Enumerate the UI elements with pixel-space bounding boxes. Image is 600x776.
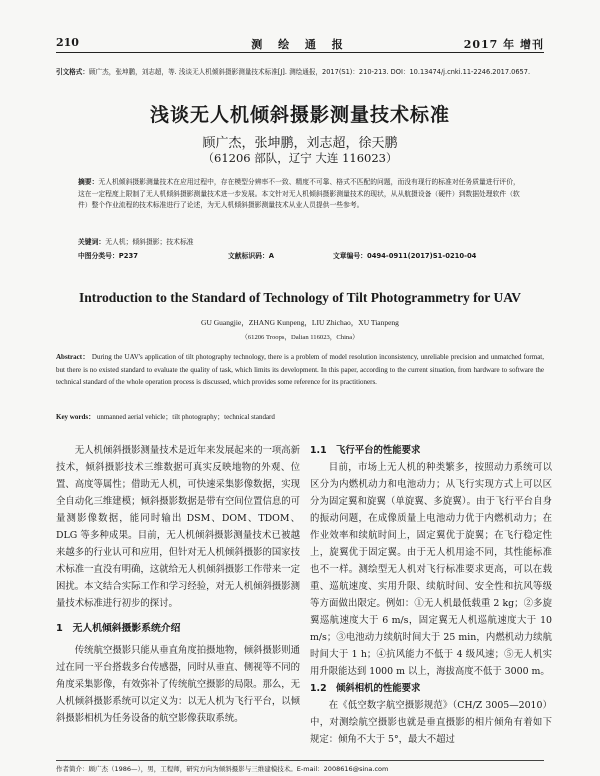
section-1-1-paragraph: 目前，市场上无人机的种类繁多，按照动力系统可以区分为内燃机动力和电池动力；从飞行实现方式上可以区分为固定翼和旋翼（单旋翼、多旋翼）。由于飞行平台自身的振动问题，在成像质量上电池动力优于内燃机动力；在作业效率和续航时间上，固定翼优于旋翼；在飞行稳定性上，旋翼优于固定翼。由于无人机用途不同，其性能标准也不一样。测绘型无人机对飞行标准要求更高，可以在载重、巡航速度、实用升限、续航时间、安全性和抗风等级等方面做出限定。例如：①无人机最低载重 2 kg；②多旋翼巡航速度大于 6 m/s，固定翼无人机巡航速度大于 10 m/s；③电池动力续航时间大于 25 min，内燃机动力续航时间大于 1 h；④抗风能力不低于 4 级风速；⑤无人机实用升限能达到 1000 m 以上，海拔高度不低于 3000 m。: [310, 462, 552, 677]
affiliation-chinese: （61206 部队，辽宁 大连 116023）: [202, 151, 398, 165]
keywords-english: [56, 412, 275, 422]
title-english: Introduction to the Standard of Technology of Tilt Photogrammetry for UAV: [78, 290, 522, 305]
keywords-cn-label: 关键词：: [78, 238, 106, 246]
abstract-cn-text: 无人机倾斜摄影测量技术在应用过程中，存在模型分辨率不一致、精度不可靠、格式不匹配的问题，而没有现行的标准对任务质量进行评价，这在一定程度上限制了无人机倾斜摄影测量技术进一步发展。本文针对无人机倾斜摄影测量技术的现状，从从航摄设备（硬件）到数据处理软件（软件）整个作业流程的技术标准进行了论述，为无人机倾斜摄影测量技术从业人员提供一些参考。: [78, 178, 520, 209]
title-chinese: 浅谈无人机倾斜摄影测量技术标准: [149, 104, 450, 126]
keywords-chinese: [78, 236, 194, 246]
abstract-en-label: Abstract：: [56, 353, 90, 361]
journal-name: 测 绘 通 报: [251, 38, 349, 51]
abstract-cn-label: 摘要：: [78, 178, 99, 186]
page-number: 210: [56, 36, 79, 49]
keywords-en-text: unmanned aerial vehicle；tilt photography；technical standard: [96, 413, 275, 421]
document-code: 文献标识码：A: [228, 252, 275, 260]
section-1-2-paragraph: 在《低空数字航空摄影规范》（CH/Z 3005—2010）中，对测绘航空摄影也就是垂直摄影的相片倾角有着如下规定：倾角不大于 5°，最大不超过: [310, 700, 552, 745]
authors-english: GU Guangjie，ZHANG Kunpeng，LIU Zhichao，XU Tianpeng: [201, 318, 399, 327]
body-column-right: [310, 442, 552, 748]
abstract-en-text: During the UAV's application of tilt photography technology, there is a problem of model resolution inconsistency, unreliable precision and unmatched format, but there is no existed standard to evaluate the quality of task, which limits its development. In this paper, according to the current situation, from hardware to software the technical standard of the whole operation process is discussed, which provides some reference for its practitioners.: [56, 353, 544, 386]
citation-block: [56, 66, 544, 78]
clc-number: 中图分类号：P237: [78, 252, 138, 260]
affiliation-english: （61206 Troops，Dalian 116023，China）: [241, 334, 359, 341]
intro-paragraph: 无人机倾斜摄影测量技术是近年来发展起来的一项高新技术，倾斜摄影技术三维数据可真实反映地物的外观、位置、高度等属性；借助无人机，可快速采集影像数据，实现全自动化三维建模；倾斜摄影数据是带有空间位置信息的可量测影像数据，能同时输出 DSM、DOM、TDOM、DLG 等多种成果。目前，无人机倾斜摄影测量技术已被越来越多的行业认可和应用，但针对无人机倾斜摄影的国家技术标准一直没有明确，这就给无人机倾斜摄影工作带来一定困扰。本文结合实际工作和学习经验，对无人机倾斜摄影测量技术标准进行初步的探讨。: [56, 445, 300, 609]
keywords-en-label: Key words：: [56, 413, 96, 421]
citation-label: 引文格式：: [56, 68, 89, 76]
citation-text: 顾广杰，张坤鹏，刘志超，等. 浅谈无人机倾斜摄影测量技术标准[J]. 测绘通报，2017(S1)：210-213. DOI：10.13474/j.cnki.11-2246.2017.0657.: [88, 68, 531, 76]
author-footnote: 作者简介：顾广杰（1986—），男，工程师，研究方向为倾斜摄影与三维建模技术。E-mail：2008616@sina.com: [56, 760, 544, 773]
section-1-2-heading: 1.2 倾斜相机的性能要求: [310, 683, 421, 694]
year-issue: 2017 年 增刊: [463, 38, 544, 51]
article-id: 文章编号：0494-0911(2017)S1-0210-04: [333, 252, 477, 260]
body-column-left: [56, 442, 300, 727]
keywords-cn-text: 无人机；倾斜摄影；技术标准: [105, 238, 194, 246]
abstract-chinese: [78, 177, 522, 212]
section-1-1-heading: 1.1 飞行平台的性能要求: [310, 445, 421, 456]
section-1-paragraph: 传统航空摄影只能从垂直角度拍摄地物，倾斜摄影则通过在同一平台搭载多台传感器，同时从垂直、侧视等不同的角度采集影像，有效弥补了传统航空摄影的局限。那么，无人机倾斜摄影系统可以定义为：以无人机为飞行平台，以倾斜摄影相机为任务设备的航空影像获取系统。: [56, 645, 300, 724]
authors-chinese: 顾广杰，张坤鹏，刘志超，徐天鹏: [202, 136, 398, 151]
section-1-heading: 1 无人机倾斜摄影系统介绍: [56, 623, 181, 634]
abstract-english: [56, 351, 544, 389]
running-header: [56, 36, 544, 53]
